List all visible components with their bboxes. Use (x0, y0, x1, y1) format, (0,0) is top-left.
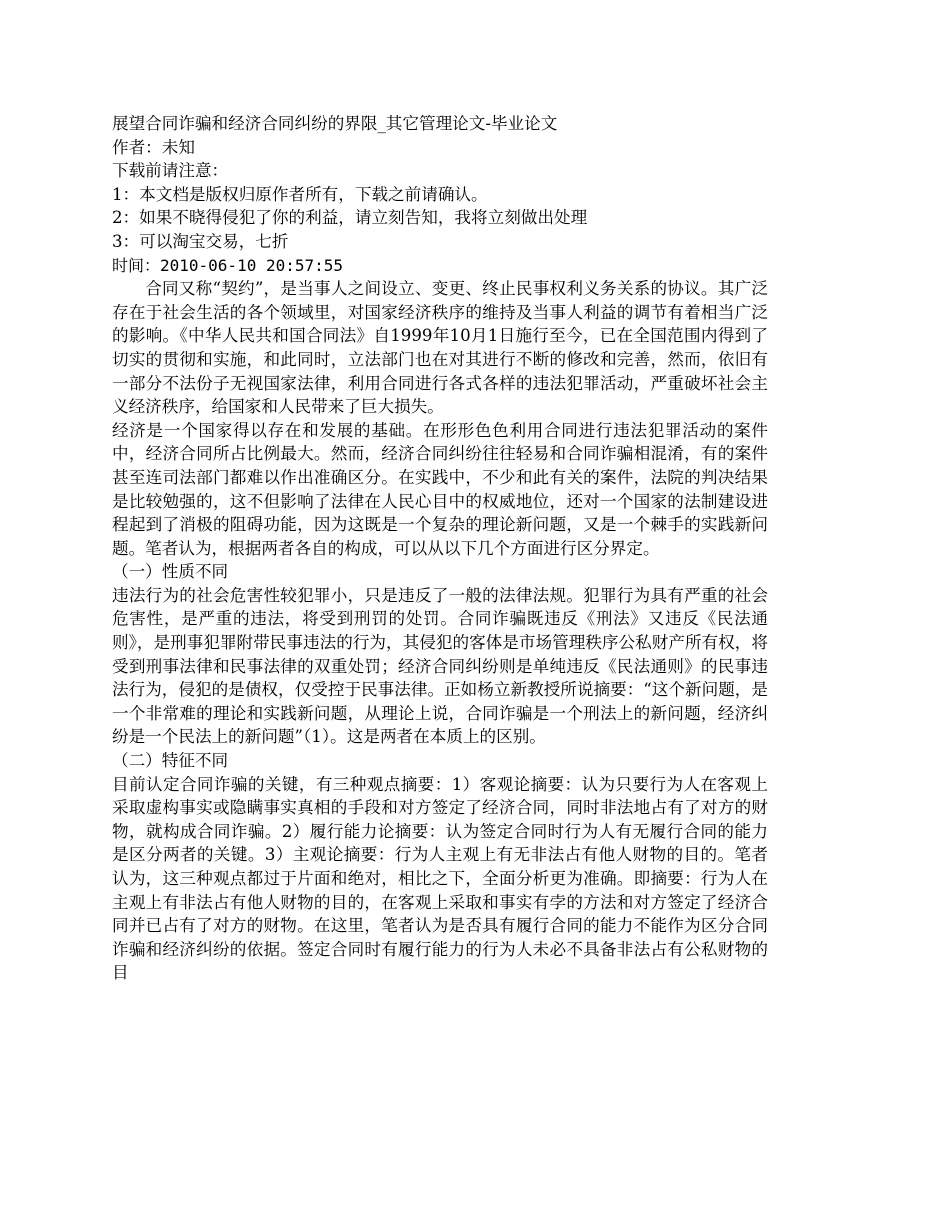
paragraph-nature: 违法行为的社会危害性较犯罪小，只是违反了一般的法律法规。犯罪行为具有严重的社会危害性，是严重的违法，将受到刑罚的处罚。合同诈骗既违反《刑法》又违反《民法通则》，是刑事犯罪附带民事违法的行为，其侵犯的客体是市场管理秩序公私财产所有权，将受到刑事法律和民事法律的双重处罚；经济合同纠纷则是单纯违反《民法通则》的民事违法行为，侵犯的是债权，仅受控于民事法律。正如杨立新教授所说摘要：“这个新问题，是一个非常难的理论和实践新问题，从理论上说，合同诈骗是一个刑法上的新问题，经济纠纷是一个民法上的新问题”（1）。这是两者在本质上的区别。 (112, 585, 768, 747)
paragraph-features: 目前认定合同诈骗的关键，有三种观点摘要：1）客观论摘要：认为只要行为人在客观上采取虚构事实或隐瞒事实真相的手段和对方签定了经济合同，同时非法地占有了对方的财物，就构成合同诈骗。2）履行能力论摘要：认为签定合同时行为人有无履行合同的能力是区分两者的关键。3）主观论摘要：行为人主观上有无非法占有他人财物的目的。笔者认为，这三种观点都过于片面和绝对，相比之下，全面分析更为准确。即摘要：行为人在主观上有非法占有他人财物的目的，在客观上采取和事实有孛的方法和对方签定了经济合同并已占有了对方的财物。在这里，笔者认为是否具有履行合同的能力不能作为区分合同诈骗和经济纠纷的依据。签定合同时有履行能力的行为人未必不具备非法占有公私财物的目 (112, 774, 768, 983)
section-heading-features: （二）特征不同 (112, 751, 229, 771)
notice-item-2: 2：如果不晓得侵犯了你的利益，请立刻告知，我将立刻做出处理 (112, 208, 588, 228)
document-title: 展望合同诈骗和经济合同纠纷的界限_其它管理论文-毕业论文 (112, 114, 558, 133)
paragraph-economy: 经济是一个国家得以存在和发展的基础。在形形色色利用合同进行违法犯罪活动的案件中，经济合同所占比例最大。然而，经济合同纠纷往往轻易和合同诈骗相混淆，有的案件甚至连司法部门都难以作出准确区分。在实践中，不少和此有关的案件，法院的判决结果是比较勉强的，这不但影响了法律在人民心目中的权威地位，还对一个国家的法制建设进程起到了消极的阻碍功能，因为这既是一个复杂的理论新问题，又是一个棘手的实践新问题。笔者认为，根据两者各自的构成，可以从以下几个方面进行区分界定。 (112, 420, 768, 558)
notice-heading: 下载前请注意： (112, 161, 229, 181)
notice-item-1: 1：本文档是版权归原作者所有，下载之前请确认。 (112, 184, 488, 204)
notice-item-3: 3：可以淘宝交易，七折 (112, 231, 289, 251)
timestamp-line: 时间：2010-06-10 20:57:55 (112, 255, 344, 275)
author-line: 作者：未知 (112, 137, 195, 157)
paragraph-intro: 合同又称“契约”，是当事人之间设立、变更、终止民事权利义务关系的协议。其广泛存在于社会生活的各个领域里，对国家经济秩序的维持及当事人利益的调节有着相当广泛的影响。《中华人民共和国合同法》自1999年10月1日施行至今，已在全国范围内得到了切实的贯彻和实施，和此同时，立法部门也在对其进行不断的修改和完善，然而，依旧有一部分不法份子无视国家法律，利用合同进行各式各样的违法犯罪活动，严重破坏社会主义经济秩序，给国家和人民带来了巨大损失。 (112, 279, 768, 417)
section-heading-nature: （一）性质不同 (112, 562, 229, 582)
